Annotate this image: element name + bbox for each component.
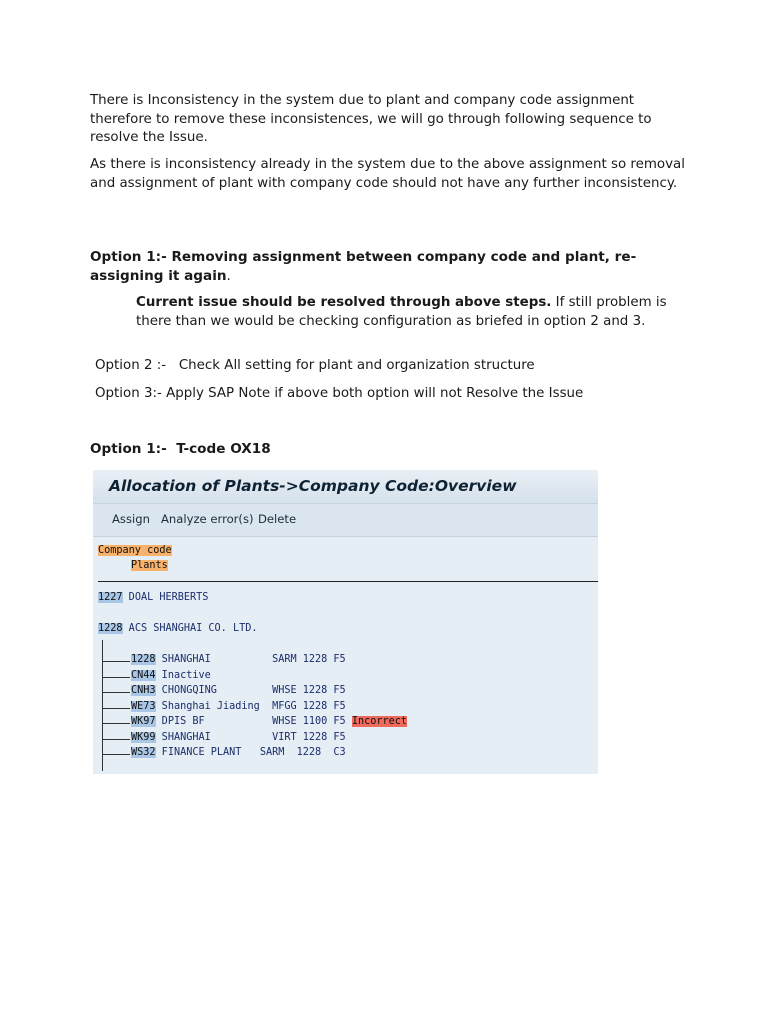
tree-branch (102, 661, 130, 662)
tree-connector (102, 640, 103, 771)
plant-desc-cell: SHANGHAI SARM 1228 F5 (155, 654, 346, 665)
intro-paragraph-2: As there is inconsistency already in the system due to the above assignment so removal and assignment of plant with company code should not have any further inconsistency. (90, 157, 685, 191)
header-divider (98, 581, 598, 582)
plant-desc-cell: Shanghai Jiading MFGG 1228 F5 (155, 701, 346, 712)
option1-note (136, 294, 696, 331)
plant-row[interactable] (131, 701, 346, 712)
plant-row[interactable] (131, 654, 346, 665)
plant-desc-cell: CHONGQING WHSE 1228 F5 (155, 685, 346, 696)
plant-desc-cell: DPIS BF WHSE 1100 F5 (155, 716, 352, 727)
plant-desc-cell: SHANGHAI VIRT 1228 F5 (155, 732, 346, 743)
option1-note-rest: If still problem is there than we would be checking configuration as briefed in option 2 and 3. (136, 295, 667, 329)
sap-title-bar (93, 470, 598, 504)
tree-branch (102, 723, 130, 724)
plant-code-cell: CN44 (131, 670, 156, 681)
tree-branch (102, 677, 130, 678)
plant-desc-cell: Inactive (155, 670, 211, 681)
company-code-cell: 1227 (98, 592, 123, 603)
plant-code-cell: CNH3 (131, 685, 156, 696)
option1-heading-text: Option 1:- Removing assignment between company code and plant, re-assigning it again (90, 249, 637, 284)
option1-heading (90, 248, 690, 285)
plant-code-cell: 1228 (131, 654, 156, 665)
legend-plants: Plants (131, 560, 168, 571)
company-row-1228[interactable] (98, 623, 257, 634)
option3-line: Option 3:- Apply SAP Note if above both option will not Resolve the Issue (95, 386, 584, 401)
legend-company-code: Company code (98, 545, 172, 556)
intro-paragraph-1: There is Inconsistency in the system due to plant and company code assignment therefore to remove these inconsistences, we will go through following sequence to resolve the Issue. (90, 93, 652, 145)
sap-screenshot (93, 470, 598, 774)
plant-row[interactable] (131, 670, 211, 681)
tree-branch (102, 708, 130, 709)
sap-title: Allocation of Plants->Company Code:Overview (109, 477, 517, 495)
plant-row[interactable] (131, 716, 407, 727)
plant-row[interactable] (131, 732, 346, 743)
plant-desc-cell: FINANCE PLANT SARM 1228 C3 (155, 747, 346, 758)
option1-note-bold: Current issue should be resolved through above steps. (136, 295, 552, 310)
tcode-heading: Option 1:- T-code OX18 (90, 441, 271, 457)
option1-heading-tail: . (226, 267, 231, 284)
plant-row[interactable] (131, 747, 346, 758)
assign-button[interactable]: Assign (112, 512, 150, 526)
sap-toolbar (93, 504, 598, 537)
option2-line: Option 2 :- Check All setting for plant and organization structure (95, 358, 535, 373)
plant-code-cell: WK99 (131, 732, 156, 743)
delete-button[interactable]: Delete (258, 512, 297, 526)
tree-branch (102, 692, 130, 693)
company-row-1227[interactable] (98, 592, 208, 603)
company-name-cell: DOAL HERBERTS (122, 592, 209, 603)
plant-code-cell: WS32 (131, 747, 156, 758)
tree-branch (102, 739, 130, 740)
sap-tree-area (93, 537, 598, 774)
company-name-cell: ACS SHANGHAI CO. LTD. (122, 623, 258, 634)
plant-row[interactable] (131, 685, 346, 696)
plant-code-cell: WE73 (131, 701, 156, 712)
incorrect-flag: Incorrect (351, 716, 408, 727)
company-code-cell: 1228 (98, 623, 123, 634)
analyze-errors-button[interactable]: Analyze error(s) (161, 512, 254, 526)
tree-branch (102, 754, 130, 755)
plant-code-cell: WK97 (131, 716, 156, 727)
